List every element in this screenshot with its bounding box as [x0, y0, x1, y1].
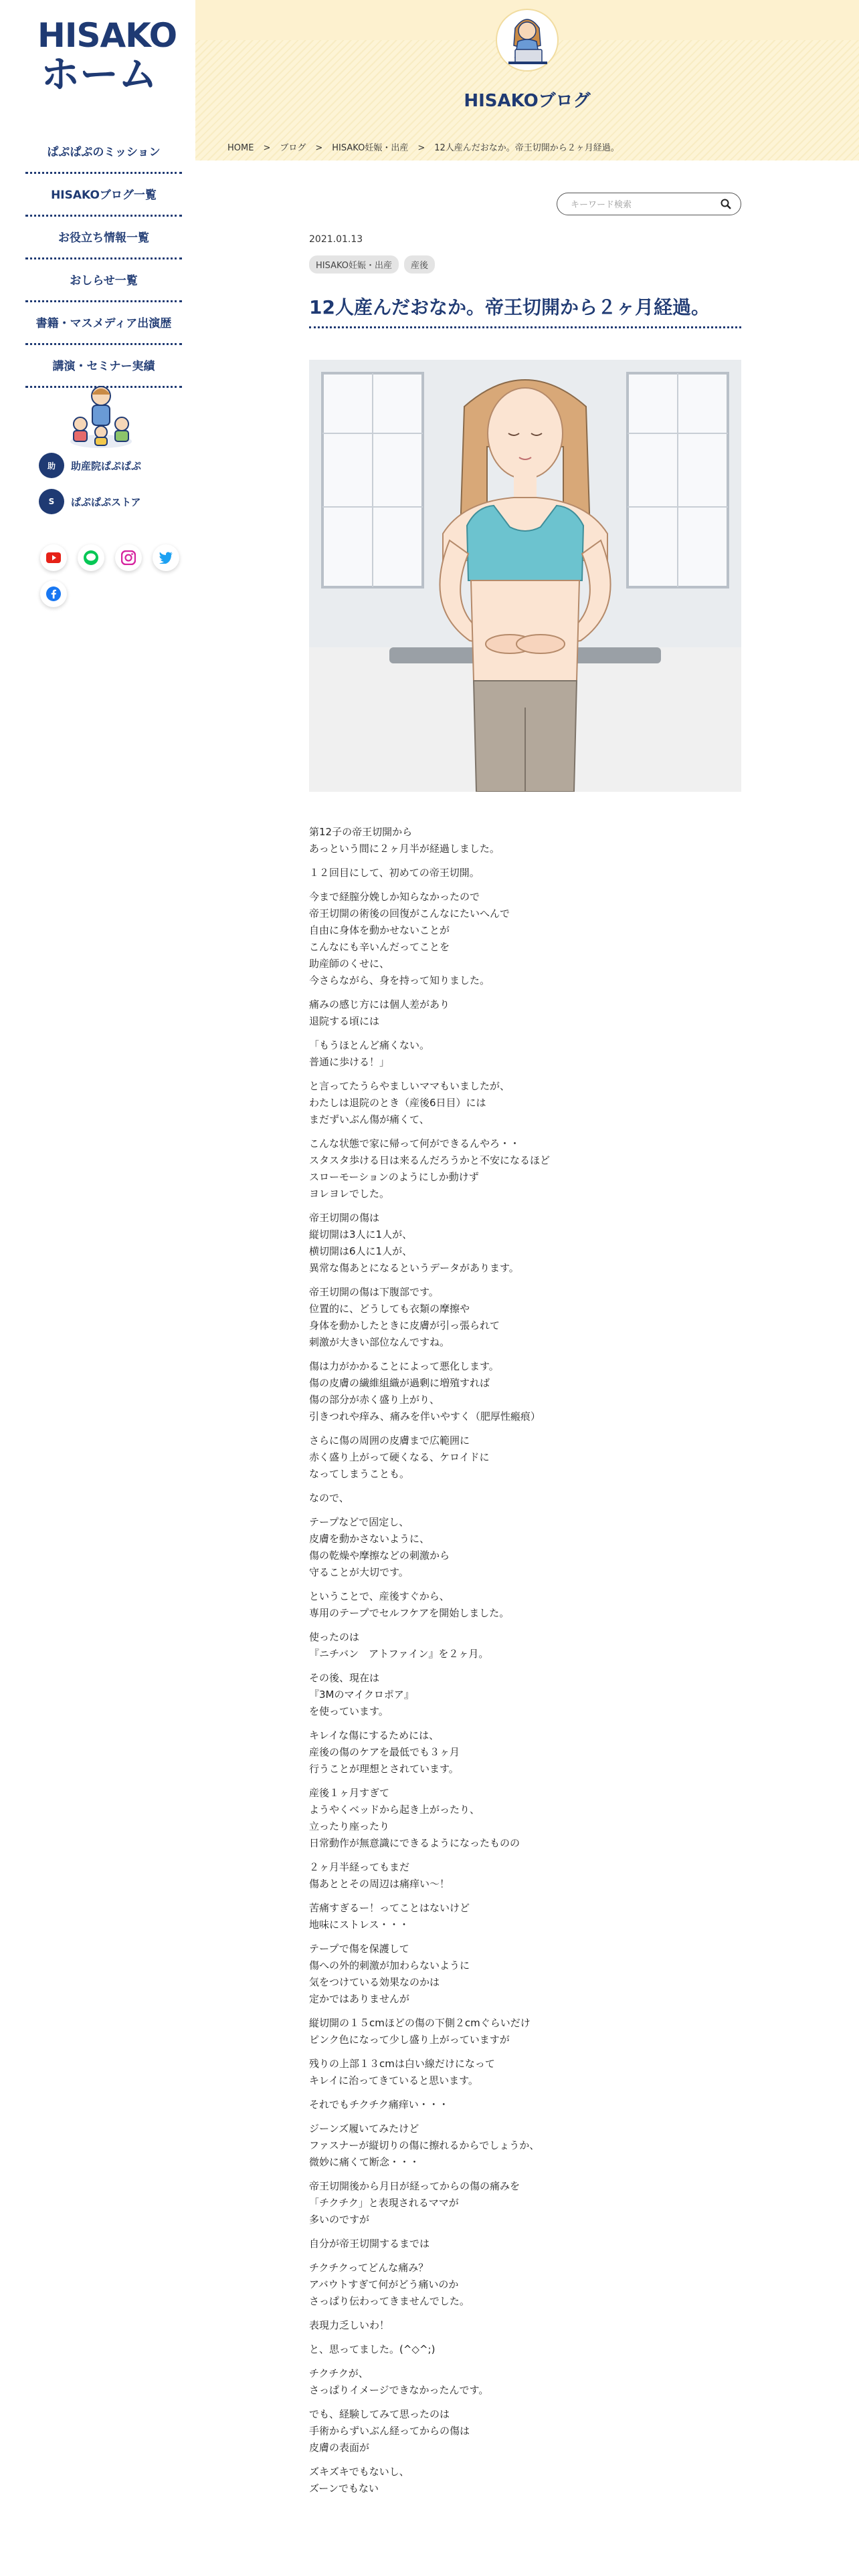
hero-illustration [309, 360, 741, 792]
post-paragraph: 残りの上部１３cmは白い線だけになって キレイに治ってきていると思います。 [309, 2058, 495, 2086]
post-paragraph: こんな状態で家に帰って何ができるんやろ・・ スタスタ歩ける日は来るんだろうかと不安になるほど スローモーションのようにしか動けず ヨレヨレでした。 [309, 1138, 551, 1200]
line-icon[interactable] [78, 544, 104, 571]
post-paragraph: チクチクが、 さっぱりイメージできなかったんです。 [309, 2367, 489, 2396]
blogger-illustration [495, 8, 559, 72]
post-paragraph: 産後１ヶ月すぎて ようやくベッドから起き上がったり、 立ったり座ったり 日常動作が無意識にできるようになったものの [309, 1787, 520, 1849]
page-header [195, 0, 859, 160]
sidebar-item-news[interactable]: おしらせ一覧 [25, 259, 182, 302]
post-paragraph: でも、経験してみて思ったのは 手術からずいぶん経ってからの傷は 皮膚の表面が [309, 2408, 470, 2454]
instagram-icon[interactable] [115, 544, 142, 571]
post-paragraph: 帝王切開の傷は下腹部です。 位置的に、どうしても衣類の摩擦や 身体を動かしたときに皮膚が引っ張られて 刺激が大きい部位なんですね。 [309, 1286, 500, 1348]
title-divider [309, 326, 741, 328]
breadcrumb-current: 12人産んだおなか。帝王切開から２ヶ月経過。 [434, 143, 619, 153]
post-title: 12人産んだおなか。帝王切開から２ヶ月経過。 [309, 296, 710, 318]
post-tags [309, 255, 435, 274]
search-box [557, 193, 741, 215]
logo-line1: HISAKO [37, 16, 177, 55]
post-paragraph: 表現力乏しいわ！ [309, 2319, 390, 2331]
post-paragraph: ジーンズ履いてみたけど ファスナーが縦切りの傷に擦れるからでしょうか、 微妙に痛くて断念・・・ [309, 2123, 540, 2168]
breadcrumb-separator: > [263, 143, 271, 153]
post-paragraph: 苦痛すぎるー！ってことはないけど 地味にストレス・・・ [309, 1902, 470, 1931]
sidebar-item-useful-info[interactable]: お役立ち情報一覧 [25, 217, 182, 259]
post-paragraph: 第12子の帝王切開から あっという間に２ヶ月半が経過しました。 [309, 826, 500, 855]
post-paragraph: 今まで経膣分娩しか知らなかったので 帝王切開の術後の回復がこんなにたいへんで 自由に身体を動かせないことが こんなにも辛いんだってことを 助産師のくせに、 今さらながら、身を持って知りました。 [309, 891, 510, 986]
post-paragraph: ２ヶ月半経ってもまだ 傷あととその周辺は痛痒い〜！ [309, 1861, 450, 1890]
breadcrumb-blog[interactable]: ブログ [280, 143, 306, 153]
post-paragraph: 傷は力がかかることによって悪化します。 傷の皮膚の繊維組織が過剰に増殖すれば 傷の部分が赤く盛り上がり、 引きつれや痒み、痛みを伴いやすく（肥厚性瘢痕） [309, 1360, 541, 1422]
sidebar-item-media[interactable]: 書籍・マスメディア出演歴 [25, 302, 182, 345]
post-paragraph: 痛みの感じ方には個人差があり 退院する頃には [309, 998, 450, 1027]
store-logo-icon: S [39, 489, 64, 514]
breadcrumb-category[interactable]: HISAKO妊娠・出産 [332, 143, 409, 153]
brand-link-store[interactable] [39, 488, 141, 515]
brand-link-label: ぱぷぱぷストア [71, 496, 141, 508]
twitter-icon[interactable] [153, 544, 179, 571]
sidebar-item-seminars[interactable]: 講演・セミナー実績 [25, 345, 182, 388]
post-paragraph: と言ってたうらやましいママもいましたが、 わたしは退院のとき（産後6日目）には まだずいぶん傷が痛くて、 [309, 1080, 510, 1125]
post-paragraph: 帝王切開後から月日が経ってからの傷の痛みを 「チクチク」と表現されるママが 多いのですが [309, 2180, 520, 2226]
post-paragraph: 帝王切開の傷は 縦切開は3人に1人が、 横切開は6人に1人が、 異常な傷あとになるというデータがあります。 [309, 1212, 519, 1274]
post-paragraph: テープで傷を保護して 傷への外的刺激が加わらないように 気をつけている効果なのかは 定かではありませんが [309, 1943, 470, 2005]
tag-pregnancy-birth[interactable]: HISAKO妊娠・出産 [309, 255, 399, 274]
site-logo[interactable] [37, 16, 177, 97]
breadcrumb-separator: > [315, 143, 323, 153]
post-paragraph: キレイな傷にするためには、 産後の傷のケアを最低でも３ヶ月 行うことが理想とされています。 [309, 1729, 460, 1775]
post-paragraph: 縦切開の１５cmほどの傷の下側２cmぐらいだけ ピンク色になって少し盛り上がっていますが [309, 2017, 531, 2046]
sidebar [0, 0, 195, 2576]
post-paragraph: 「もうほとんど痛くない。 普通に歩ける！」 [309, 1039, 430, 1068]
breadcrumb-separator: > [417, 143, 425, 153]
post-paragraph: テープなどで固定し、 皮膚を動かさないように、 傷の乾燥や摩擦などの刺激から 守ることが大切です。 [309, 1516, 450, 1578]
breadcrumb-home[interactable]: HOME [227, 143, 254, 153]
post-paragraph: その後、現在は 『3Mのマイクロポア』 を使っています。 [309, 1672, 414, 1717]
breadcrumb [227, 140, 619, 153]
post-paragraph: それでもチクチク痛痒い・・・ [309, 2099, 449, 2111]
family-illustration [66, 380, 136, 449]
sidebar-item-blog-list[interactable]: HISAKOブログ一覧 [25, 174, 182, 217]
search-icon[interactable] [721, 199, 731, 209]
youtube-icon[interactable] [40, 544, 67, 571]
post-paragraph: と、思ってました。(^◇^;) [309, 2343, 436, 2355]
post-date: 2021.01.13 [309, 234, 363, 245]
post-paragraph: ということで、産後すぐから、 専用のテープでセルフケアを開始しました。 [309, 1590, 510, 1619]
post-paragraph: 使ったのは 『ニチバン アトファイン』を２ヶ月。 [309, 1631, 489, 1660]
search-input[interactable] [569, 197, 712, 212]
post-paragraph: 自分が帝王切開するまでは [309, 2238, 430, 2250]
blog-section-title: HISAKOブログ [464, 91, 591, 111]
post-paragraph: １２回目にして、初めての帝王切開。 [309, 867, 480, 879]
post-paragraph: チクチクってどんな痛み？ アバウトすぎて何がどう痛いのか さっぱり伝わってきませんでした。 [309, 2262, 470, 2307]
josanin-logo-icon: 助 [39, 453, 64, 478]
post-paragraph: さらに傷の周囲の皮膚まで広範囲に 赤く盛り上がって硬くなる、ケロイドに なってしまうことも。 [309, 1434, 490, 1480]
sidebar-nav [25, 131, 182, 388]
post-paragraph: なので、 [309, 1492, 349, 1504]
tag-postpartum[interactable]: 産後 [404, 255, 435, 274]
brand-link-label: 助産院ぱぷぱぷ [71, 459, 142, 472]
sidebar-item-mission[interactable]: ぱぷぱぷのミッション [25, 131, 182, 174]
facebook-icon[interactable] [40, 580, 67, 607]
post-paragraph: ズキズキでもないし、 ズーンでもない [309, 2466, 409, 2494]
post-body [309, 824, 741, 2504]
brand-link-josanin[interactable] [39, 452, 141, 479]
logo-line2: ホーム [40, 51, 157, 97]
